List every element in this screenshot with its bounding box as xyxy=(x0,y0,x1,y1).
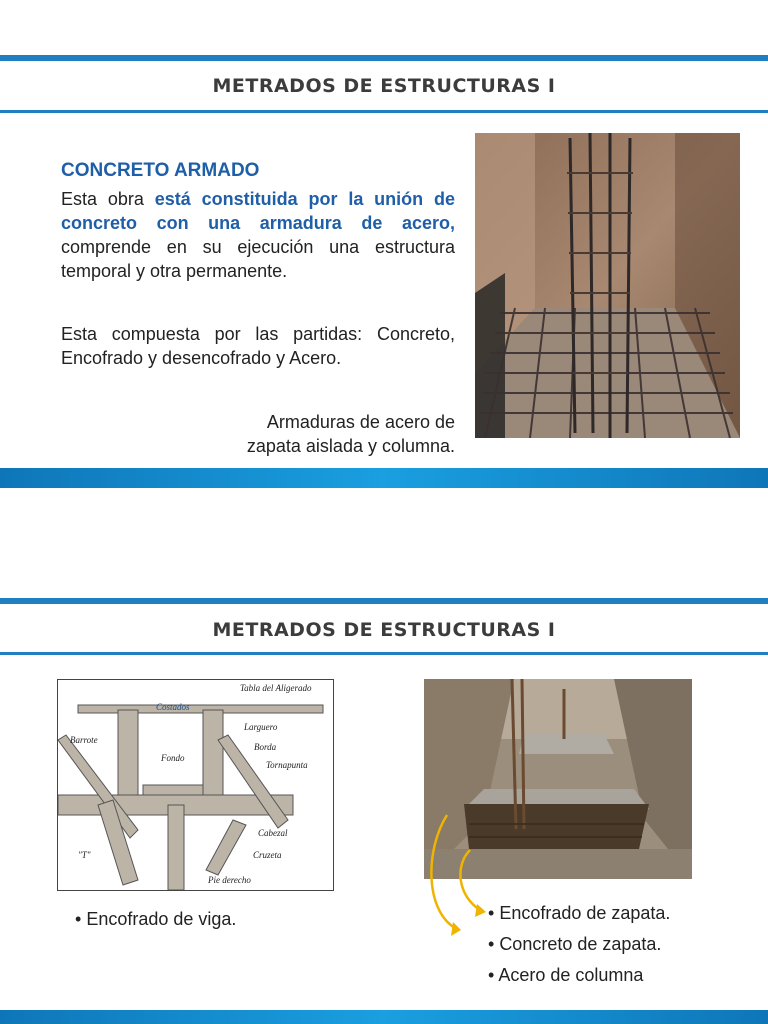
caption-line-2: zapata aislada y columna. xyxy=(246,436,455,456)
p1-text-b: comprende en su ejecución una estructura temporal y otra permanente. xyxy=(61,237,455,281)
label-costados: Costados xyxy=(156,702,190,712)
p1-text-a: Esta obra xyxy=(61,189,155,209)
slide2-header-rule xyxy=(0,652,768,655)
paragraph-1 xyxy=(61,187,455,283)
rebar-photo xyxy=(475,133,740,438)
slide1-footer-bar xyxy=(0,468,768,488)
list-item: • Acero de columna xyxy=(488,960,670,991)
top-bar xyxy=(0,55,768,61)
formwork-diagram xyxy=(57,679,334,891)
paragraph-2: Esta compuesta por las partidas: Concreto, Encofrado y desencofrado y Acero. xyxy=(61,324,455,368)
label-tornapunta: Tornapunta xyxy=(266,760,308,770)
list-item: • Encofrado de zapata. xyxy=(488,898,670,929)
slide2-header: METRADOS DE ESTRUCTURAS I xyxy=(212,619,556,641)
slide2-footer-bar xyxy=(0,1010,768,1024)
label-barrote: Barrote xyxy=(70,735,98,745)
left-bullet-list xyxy=(75,904,236,935)
label-pie-derecho: Pie derecho xyxy=(208,875,251,885)
slide2-top-bar xyxy=(0,598,768,604)
label-borda: Borda xyxy=(254,742,277,752)
p1-emphasis: está constituida por la unión de concreto con una armadura de acero, xyxy=(61,189,456,233)
label-t: "T" xyxy=(78,850,91,860)
slide1-header: METRADOS DE ESTRUCTURAS I xyxy=(212,75,556,97)
list-item: • Encofrado de viga. xyxy=(75,904,236,935)
label-fondo: Fondo xyxy=(161,753,185,763)
header-rule xyxy=(0,110,768,113)
caption-line-1: Armaduras de acero de xyxy=(266,412,455,432)
arrow-icon xyxy=(425,810,495,940)
section-title: CONCRETO ARMADO xyxy=(61,160,260,181)
label-larguero: Larguero xyxy=(244,722,278,732)
right-bullet-list xyxy=(488,898,670,991)
photo-caption xyxy=(61,410,455,458)
label-tabla: Tabla del Aligerado xyxy=(240,683,312,693)
label-cruzeta: Cruzeta xyxy=(253,850,282,860)
label-cabezal: Cabezal xyxy=(258,828,288,838)
list-item: • Concreto de zapata. xyxy=(488,929,670,960)
